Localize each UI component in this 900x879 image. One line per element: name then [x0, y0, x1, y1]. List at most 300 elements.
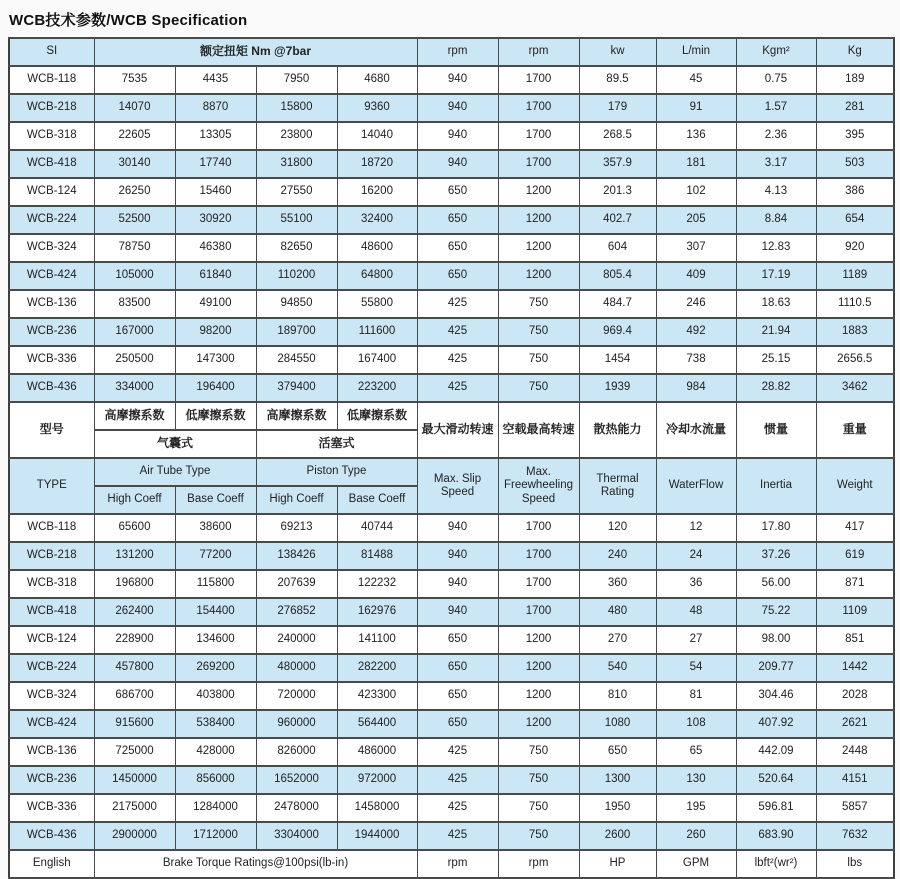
- value-cell: 0.75: [736, 66, 816, 94]
- table-row: [9, 766, 894, 794]
- base-coeff-header-cn-1: 低摩擦系数: [175, 402, 256, 430]
- value-cell: 78750: [94, 234, 175, 262]
- value-cell: 1080: [579, 710, 656, 738]
- value-cell: 3.17: [736, 150, 816, 178]
- value-cell: 425: [417, 822, 498, 850]
- value-cell: 82650: [256, 234, 337, 262]
- airtube-header-en: Air Tube Type: [94, 458, 256, 486]
- value-cell: 18.63: [736, 290, 816, 318]
- value-cell: 457800: [94, 654, 175, 682]
- value-cell: 65600: [94, 514, 175, 542]
- value-cell: 738: [656, 346, 736, 374]
- value-cell: 1939: [579, 374, 656, 402]
- value-cell: 9360: [337, 94, 417, 122]
- value-cell: 246: [656, 290, 736, 318]
- value-cell: 131200: [94, 542, 175, 570]
- value-cell: 201.3: [579, 178, 656, 206]
- value-cell: 304.46: [736, 682, 816, 710]
- col-header-si: SI: [9, 38, 94, 66]
- value-cell: 122232: [337, 570, 417, 598]
- value-cell: 268.5: [579, 122, 656, 150]
- value-cell: 423300: [337, 682, 417, 710]
- value-cell: 111600: [337, 318, 417, 346]
- value-cell: 25.15: [736, 346, 816, 374]
- value-cell: 14070: [94, 94, 175, 122]
- value-cell: 14040: [337, 122, 417, 150]
- value-cell: 1700: [498, 150, 579, 178]
- si-header-row: [9, 38, 894, 66]
- value-cell: 207639: [256, 570, 337, 598]
- value-cell: 650: [417, 234, 498, 262]
- model-cell: WCB-136: [9, 738, 94, 766]
- value-cell: 24: [656, 542, 736, 570]
- model-cell: WCB-218: [9, 94, 94, 122]
- value-cell: 91: [656, 94, 736, 122]
- value-cell: 357.9: [579, 150, 656, 178]
- value-cell: 2600: [579, 822, 656, 850]
- value-cell: 89.5: [579, 66, 656, 94]
- value-cell: 270: [579, 626, 656, 654]
- value-cell: 228900: [94, 626, 175, 654]
- value-cell: 195: [656, 794, 736, 822]
- value-cell: 282200: [337, 654, 417, 682]
- value-cell: 48600: [337, 234, 417, 262]
- value-cell: 871: [816, 570, 894, 598]
- value-cell: 520.64: [736, 766, 816, 794]
- value-cell: 972000: [337, 766, 417, 794]
- value-cell: 851: [816, 626, 894, 654]
- value-cell: 2448: [816, 738, 894, 766]
- value-cell: 65: [656, 738, 736, 766]
- col-header-unit-lmin: L/min: [656, 38, 736, 66]
- value-cell: 2478000: [256, 794, 337, 822]
- model-cell: WCB-118: [9, 66, 94, 94]
- footer-label: English: [9, 850, 94, 878]
- mid-header-row-en-type: [9, 458, 894, 486]
- footer-unit-lbft2: lbft²(wr²): [736, 850, 816, 878]
- value-cell: 503: [816, 150, 894, 178]
- value-cell: 98200: [175, 318, 256, 346]
- value-cell: 1442: [816, 654, 894, 682]
- value-cell: 55100: [256, 206, 337, 234]
- model-cell: WCB-318: [9, 570, 94, 598]
- value-cell: 108: [656, 710, 736, 738]
- table-row: [9, 290, 894, 318]
- value-cell: 619: [816, 542, 894, 570]
- value-cell: 750: [498, 794, 579, 822]
- value-cell: 1700: [498, 598, 579, 626]
- value-cell: 134600: [175, 626, 256, 654]
- value-cell: 650: [579, 738, 656, 766]
- value-cell: 45: [656, 66, 736, 94]
- value-cell: 307: [656, 234, 736, 262]
- value-cell: 162976: [337, 598, 417, 626]
- value-cell: 105000: [94, 262, 175, 290]
- table-row: [9, 318, 894, 346]
- value-cell: 240: [579, 542, 656, 570]
- value-cell: 94850: [256, 290, 337, 318]
- model-cell: WCB-336: [9, 794, 94, 822]
- value-cell: 7950: [256, 66, 337, 94]
- high-coeff-header-en-1: High Coeff: [94, 486, 175, 514]
- value-cell: 1944000: [337, 822, 417, 850]
- value-cell: 5857: [816, 794, 894, 822]
- value-cell: 480: [579, 598, 656, 626]
- table-row: [9, 514, 894, 542]
- value-cell: 12: [656, 514, 736, 542]
- value-cell: 37.26: [736, 542, 816, 570]
- col-header-unit-rpm2: rpm: [498, 38, 579, 66]
- model-cell: WCB-224: [9, 654, 94, 682]
- value-cell: 750: [498, 318, 579, 346]
- value-cell: 179: [579, 94, 656, 122]
- value-cell: 21.94: [736, 318, 816, 346]
- value-cell: 650: [417, 654, 498, 682]
- value-cell: 750: [498, 290, 579, 318]
- table-row: [9, 710, 894, 738]
- value-cell: 486000: [337, 738, 417, 766]
- value-cell: 81: [656, 682, 736, 710]
- value-cell: 395: [816, 122, 894, 150]
- value-cell: 425: [417, 738, 498, 766]
- spec-page: [0, 9, 900, 879]
- value-cell: 28.82: [736, 374, 816, 402]
- value-cell: 61840: [175, 262, 256, 290]
- value-cell: 960000: [256, 710, 337, 738]
- model-cell: WCB-118: [9, 514, 94, 542]
- value-cell: 262400: [94, 598, 175, 626]
- value-cell: 564400: [337, 710, 417, 738]
- model-header-cn: 型号: [9, 402, 94, 458]
- value-cell: 181: [656, 150, 736, 178]
- value-cell: 683.90: [736, 822, 816, 850]
- value-cell: 1200: [498, 234, 579, 262]
- value-cell: 240000: [256, 626, 337, 654]
- table-row: [9, 262, 894, 290]
- value-cell: 940: [417, 542, 498, 570]
- value-cell: 167400: [337, 346, 417, 374]
- value-cell: 1700: [498, 514, 579, 542]
- model-cell: WCB-436: [9, 374, 94, 402]
- value-cell: 17.80: [736, 514, 816, 542]
- value-cell: 46380: [175, 234, 256, 262]
- value-cell: 2175000: [94, 794, 175, 822]
- value-cell: 334000: [94, 374, 175, 402]
- value-cell: 379400: [256, 374, 337, 402]
- value-cell: 77200: [175, 542, 256, 570]
- value-cell: 189700: [256, 318, 337, 346]
- value-cell: 130: [656, 766, 736, 794]
- piston-header-en: Piston Type: [256, 458, 417, 486]
- value-cell: 81488: [337, 542, 417, 570]
- col-header-cn-weight: 重量: [816, 402, 894, 458]
- col-header-en-weight: Weight: [816, 458, 894, 514]
- col-header-en-freewheel: Max. Freewheeling Speed: [498, 458, 579, 514]
- value-cell: 196800: [94, 570, 175, 598]
- high-coeff-header-cn-1: 高摩擦系数: [94, 402, 175, 430]
- value-cell: 27: [656, 626, 736, 654]
- value-cell: 64800: [337, 262, 417, 290]
- value-cell: 209.77: [736, 654, 816, 682]
- value-cell: 2656.5: [816, 346, 894, 374]
- value-cell: 805.4: [579, 262, 656, 290]
- table-row: [9, 66, 894, 94]
- value-cell: 17.19: [736, 262, 816, 290]
- value-cell: 38600: [175, 514, 256, 542]
- value-cell: 1700: [498, 122, 579, 150]
- model-cell: WCB-224: [9, 206, 94, 234]
- value-cell: 1109: [816, 598, 894, 626]
- value-cell: 750: [498, 738, 579, 766]
- value-cell: 23800: [256, 122, 337, 150]
- model-cell: WCB-324: [9, 682, 94, 710]
- value-cell: 22605: [94, 122, 175, 150]
- model-cell: WCB-318: [9, 122, 94, 150]
- high-coeff-header-cn-2: 高摩擦系数: [256, 402, 337, 430]
- value-cell: 49100: [175, 290, 256, 318]
- value-cell: 141100: [337, 626, 417, 654]
- value-cell: 120: [579, 514, 656, 542]
- value-cell: 1200: [498, 262, 579, 290]
- model-cell: WCB-236: [9, 766, 94, 794]
- value-cell: 650: [417, 710, 498, 738]
- col-header-en-inertia: Inertia: [736, 458, 816, 514]
- value-cell: 1200: [498, 710, 579, 738]
- value-cell: 136: [656, 122, 736, 150]
- table-row: [9, 682, 894, 710]
- value-cell: 750: [498, 346, 579, 374]
- table-row: [9, 654, 894, 682]
- value-cell: 940: [417, 122, 498, 150]
- table-row: [9, 94, 894, 122]
- base-coeff-header-cn-2: 低摩擦系数: [337, 402, 417, 430]
- value-cell: 138426: [256, 542, 337, 570]
- value-cell: 110200: [256, 262, 337, 290]
- table-row: [9, 178, 894, 206]
- piston-header-cn: 活塞式: [256, 430, 417, 458]
- col-header-cn-freewheel: 空载最高转速: [498, 402, 579, 458]
- value-cell: 750: [498, 766, 579, 794]
- value-cell: 1300: [579, 766, 656, 794]
- value-cell: 4435: [175, 66, 256, 94]
- value-cell: 4680: [337, 66, 417, 94]
- value-cell: 1458000: [337, 794, 417, 822]
- value-cell: 1700: [498, 66, 579, 94]
- value-cell: 856000: [175, 766, 256, 794]
- value-cell: 7535: [94, 66, 175, 94]
- value-cell: 1652000: [256, 766, 337, 794]
- value-cell: 1700: [498, 570, 579, 598]
- mid-header-row-cn-coeff: [9, 402, 894, 430]
- value-cell: 48: [656, 598, 736, 626]
- model-cell: WCB-424: [9, 262, 94, 290]
- model-cell: WCB-418: [9, 598, 94, 626]
- base-coeff-header-en-1: Base Coeff: [175, 486, 256, 514]
- value-cell: 52500: [94, 206, 175, 234]
- type-header-en: TYPE: [9, 458, 94, 514]
- value-cell: 425: [417, 290, 498, 318]
- airtube-header-cn: 气囊式: [94, 430, 256, 458]
- value-cell: 1883: [816, 318, 894, 346]
- value-cell: 17740: [175, 150, 256, 178]
- value-cell: 7632: [816, 822, 894, 850]
- value-cell: 940: [417, 94, 498, 122]
- footer-brake-torque: Brake Torque Ratings@100psi(lb-in): [94, 850, 417, 878]
- table-row: [9, 570, 894, 598]
- value-cell: 940: [417, 66, 498, 94]
- col-header-cn-waterflow: 冷却水流量: [656, 402, 736, 458]
- value-cell: 920: [816, 234, 894, 262]
- value-cell: 1.57: [736, 94, 816, 122]
- value-cell: 27550: [256, 178, 337, 206]
- value-cell: 31800: [256, 150, 337, 178]
- col-header-rated-torque: 额定扭矩 Nm @7bar: [94, 38, 417, 66]
- value-cell: 250500: [94, 346, 175, 374]
- value-cell: 15460: [175, 178, 256, 206]
- footer-unit-gpm: GPM: [656, 850, 736, 878]
- col-header-unit-kgm2: Kgm²: [736, 38, 816, 66]
- value-cell: 154400: [175, 598, 256, 626]
- footer-unit-rpm2: rpm: [498, 850, 579, 878]
- model-cell: WCB-236: [9, 318, 94, 346]
- value-cell: 650: [417, 682, 498, 710]
- value-cell: 810: [579, 682, 656, 710]
- value-cell: 83500: [94, 290, 175, 318]
- model-cell: WCB-336: [9, 346, 94, 374]
- value-cell: 1110.5: [816, 290, 894, 318]
- value-cell: 650: [417, 178, 498, 206]
- value-cell: 15800: [256, 94, 337, 122]
- value-cell: 3462: [816, 374, 894, 402]
- value-cell: 3304000: [256, 822, 337, 850]
- value-cell: 386: [816, 178, 894, 206]
- value-cell: 604: [579, 234, 656, 262]
- value-cell: 407.92: [736, 710, 816, 738]
- table-row: [9, 542, 894, 570]
- value-cell: 2900000: [94, 822, 175, 850]
- value-cell: 30140: [94, 150, 175, 178]
- table-row: [9, 738, 894, 766]
- value-cell: 403800: [175, 682, 256, 710]
- value-cell: 1700: [498, 542, 579, 570]
- value-cell: 1200: [498, 206, 579, 234]
- value-cell: 1450000: [94, 766, 175, 794]
- value-cell: 196400: [175, 374, 256, 402]
- col-header-unit-kg: Kg: [816, 38, 894, 66]
- value-cell: 654: [816, 206, 894, 234]
- col-header-en-max-slip: Max. Slip Speed: [417, 458, 498, 514]
- model-cell: WCB-124: [9, 626, 94, 654]
- value-cell: 8.84: [736, 206, 816, 234]
- model-cell: WCB-136: [9, 290, 94, 318]
- value-cell: 4.13: [736, 178, 816, 206]
- value-cell: 425: [417, 346, 498, 374]
- value-cell: 480000: [256, 654, 337, 682]
- value-cell: 492: [656, 318, 736, 346]
- value-cell: 55800: [337, 290, 417, 318]
- model-cell: WCB-218: [9, 542, 94, 570]
- col-header-en-thermal: Thermal Rating: [579, 458, 656, 514]
- value-cell: 1200: [498, 654, 579, 682]
- value-cell: 826000: [256, 738, 337, 766]
- col-header-cn-thermal: 散热能力: [579, 402, 656, 458]
- table-row: [9, 822, 894, 850]
- table-row: [9, 598, 894, 626]
- value-cell: 360: [579, 570, 656, 598]
- table-row: [9, 234, 894, 262]
- value-cell: 18720: [337, 150, 417, 178]
- value-cell: 147300: [175, 346, 256, 374]
- value-cell: 276852: [256, 598, 337, 626]
- value-cell: 540: [579, 654, 656, 682]
- value-cell: 115800: [175, 570, 256, 598]
- value-cell: 2.36: [736, 122, 816, 150]
- value-cell: 2621: [816, 710, 894, 738]
- value-cell: 915600: [94, 710, 175, 738]
- col-header-cn-max-slip: 最大滑动转速: [417, 402, 498, 458]
- value-cell: 750: [498, 374, 579, 402]
- value-cell: 32400: [337, 206, 417, 234]
- value-cell: 54: [656, 654, 736, 682]
- value-cell: 650: [417, 626, 498, 654]
- value-cell: 102: [656, 178, 736, 206]
- value-cell: 750: [498, 822, 579, 850]
- value-cell: 720000: [256, 682, 337, 710]
- value-cell: 984: [656, 374, 736, 402]
- value-cell: 425: [417, 766, 498, 794]
- model-cell: WCB-124: [9, 178, 94, 206]
- col-header-unit-rpm1: rpm: [417, 38, 498, 66]
- table-row: [9, 374, 894, 402]
- value-cell: 16200: [337, 178, 417, 206]
- value-cell: 1200: [498, 682, 579, 710]
- value-cell: 1200: [498, 178, 579, 206]
- footer-unit-hp: HP: [579, 850, 656, 878]
- page-title: WCB技术参数/WCB Specification: [9, 12, 248, 29]
- value-cell: 189: [816, 66, 894, 94]
- value-cell: 205: [656, 206, 736, 234]
- value-cell: 2028: [816, 682, 894, 710]
- value-cell: 1950: [579, 794, 656, 822]
- value-cell: 1189: [816, 262, 894, 290]
- model-cell: WCB-424: [9, 710, 94, 738]
- value-cell: 98.00: [736, 626, 816, 654]
- value-cell: 402.7: [579, 206, 656, 234]
- value-cell: 425: [417, 374, 498, 402]
- value-cell: 538400: [175, 710, 256, 738]
- table-row: [9, 150, 894, 178]
- value-cell: 56.00: [736, 570, 816, 598]
- value-cell: 725000: [94, 738, 175, 766]
- value-cell: 1200: [498, 626, 579, 654]
- value-cell: 223200: [337, 374, 417, 402]
- value-cell: 36: [656, 570, 736, 598]
- value-cell: 484.7: [579, 290, 656, 318]
- value-cell: 442.09: [736, 738, 816, 766]
- value-cell: 260: [656, 822, 736, 850]
- footer-unit-lbs: lbs: [816, 850, 894, 878]
- value-cell: 417: [816, 514, 894, 542]
- model-cell: WCB-418: [9, 150, 94, 178]
- value-cell: 26250: [94, 178, 175, 206]
- col-header-cn-inertia: 惯量: [736, 402, 816, 458]
- value-cell: 1700: [498, 94, 579, 122]
- value-cell: 409: [656, 262, 736, 290]
- footer-unit-rpm1: rpm: [417, 850, 498, 878]
- value-cell: 969.4: [579, 318, 656, 346]
- table-row: [9, 122, 894, 150]
- value-cell: 428000: [175, 738, 256, 766]
